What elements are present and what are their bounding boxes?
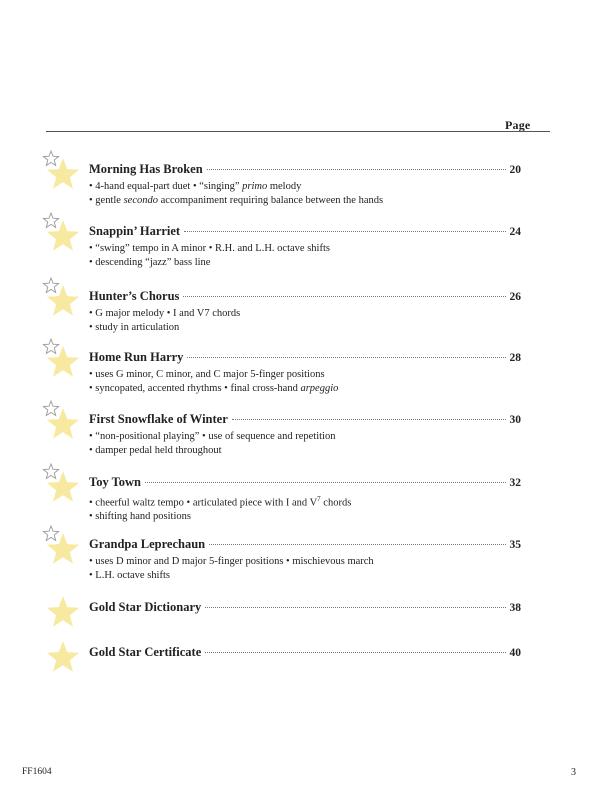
gold-star-icon [40,525,84,569]
dot-leader [205,651,505,653]
entry-title: Snappin’ Harriet [89,224,181,238]
gold-star-icon [40,588,84,632]
italic-term: secondo [123,194,159,206]
catalog-code: FF1604 [22,767,52,777]
dot-leader [232,418,506,420]
description-line [89,510,529,524]
entry-page-number: 20 [509,164,521,176]
entry-description [89,430,529,457]
entry-description [89,493,529,524]
description-text: • syncopated, accented rhythms • final cross-hand [89,382,301,394]
entry-page-number: 38 [509,602,521,614]
gold-star-icon [40,463,84,507]
entry-title: First Snowflake of Winter [89,412,228,426]
description-line [89,256,529,270]
gold-star-icon [40,338,84,382]
outline-star-icon [43,464,58,478]
description-text: • gentle [89,194,124,206]
dot-leader [187,356,505,358]
outline-star-icon [43,401,58,415]
description-line [89,180,529,194]
entry-title: Gold Star Certificate [89,645,202,659]
description-text: • uses G minor, C minor, and C major 5-finger positions [89,369,325,380]
gold-star-icon [40,633,84,677]
description-text: • cheerful waltz tempo • articulated piece with I and V [89,497,318,509]
page-column-header: Page [505,118,531,132]
outline-star-icon [43,213,58,227]
description-text: • damper pedal held throughout [89,444,222,456]
entry-page-number: 26 [509,291,521,303]
dot-leader [183,295,505,297]
entry-title-line [89,162,521,178]
entry-page-number: 35 [509,539,521,551]
description-line [89,382,529,396]
entry-description [89,180,529,207]
description-text: • shifting hand positions [89,511,191,522]
description-text: melody [267,181,302,192]
outline-star-icon [43,278,58,292]
entry-title: Morning Has Broken [89,162,203,176]
gold-star-icon [40,212,84,256]
description-line [89,444,529,458]
description-text: • study in articulation [89,321,180,333]
description-line [89,242,529,256]
dot-leader [209,543,505,545]
description-text: • L.H. octave shifts [89,569,170,581]
entry-page-number: 24 [509,226,521,238]
chord-superscript: 7 [317,495,321,503]
description-line [89,569,529,583]
outline-star-icon [43,526,58,540]
dot-leader [205,606,505,608]
entry-title-line [89,475,521,491]
gold-star-icon [40,400,84,444]
description-text: accompaniment requiring balance between the hands [158,194,384,206]
dot-leader [207,168,506,170]
entry-title-line [89,350,521,366]
entry-description [89,555,529,582]
entry-title-line [89,600,521,616]
italic-term: arpeggio [300,382,339,394]
description-text: • “non-positional playing” • use of sequence and repetition [89,431,336,442]
description-line [89,493,529,510]
gold-star-icon [40,277,84,321]
entry-page-number: 40 [509,647,521,659]
entry-title: Hunter’s Chorus [89,289,180,303]
description-text: • “swing” tempo in A minor • R.H. and L.H. octave shifts [89,243,330,254]
entry-description [89,368,529,395]
outline-star-icon [43,339,58,353]
entry-title-line [89,537,521,553]
description-line [89,194,529,208]
description-text: • 4-hand equal-part duet • “singing” [89,181,243,192]
entry-description [89,242,529,269]
entry-title: Toy Town [89,475,142,489]
entry-page-number: 32 [509,477,521,489]
entry-page-number: 28 [509,352,521,364]
page-number: 3 [571,767,576,778]
description-text: • descending “jazz” bass line [89,256,211,268]
description-line [89,321,529,335]
italic-term: primo [242,181,268,192]
entry-description [89,307,529,334]
description-line [89,307,529,321]
description-line [89,555,529,569]
gold-star-icon [40,150,84,194]
dot-leader [145,481,505,483]
description-text: chords [320,497,352,509]
outline-star-icon [43,151,58,165]
dot-leader [184,230,505,232]
entry-title-line [89,412,521,428]
description-line [89,368,529,382]
entry-title-line [89,224,521,240]
description-text: • G major melody • I and V7 chords [89,308,241,319]
entry-page-number: 30 [509,414,521,426]
description-line [89,430,529,444]
entry-title: Gold Star Dictionary [89,600,202,614]
entry-title: Home Run Harry [89,350,184,364]
description-text: • uses D minor and D major 5-finger positions • mischievous march [89,556,374,567]
entry-title-line [89,645,521,661]
entry-title: Grandpa Leprechaun [89,537,206,551]
entry-title-line [89,289,521,305]
